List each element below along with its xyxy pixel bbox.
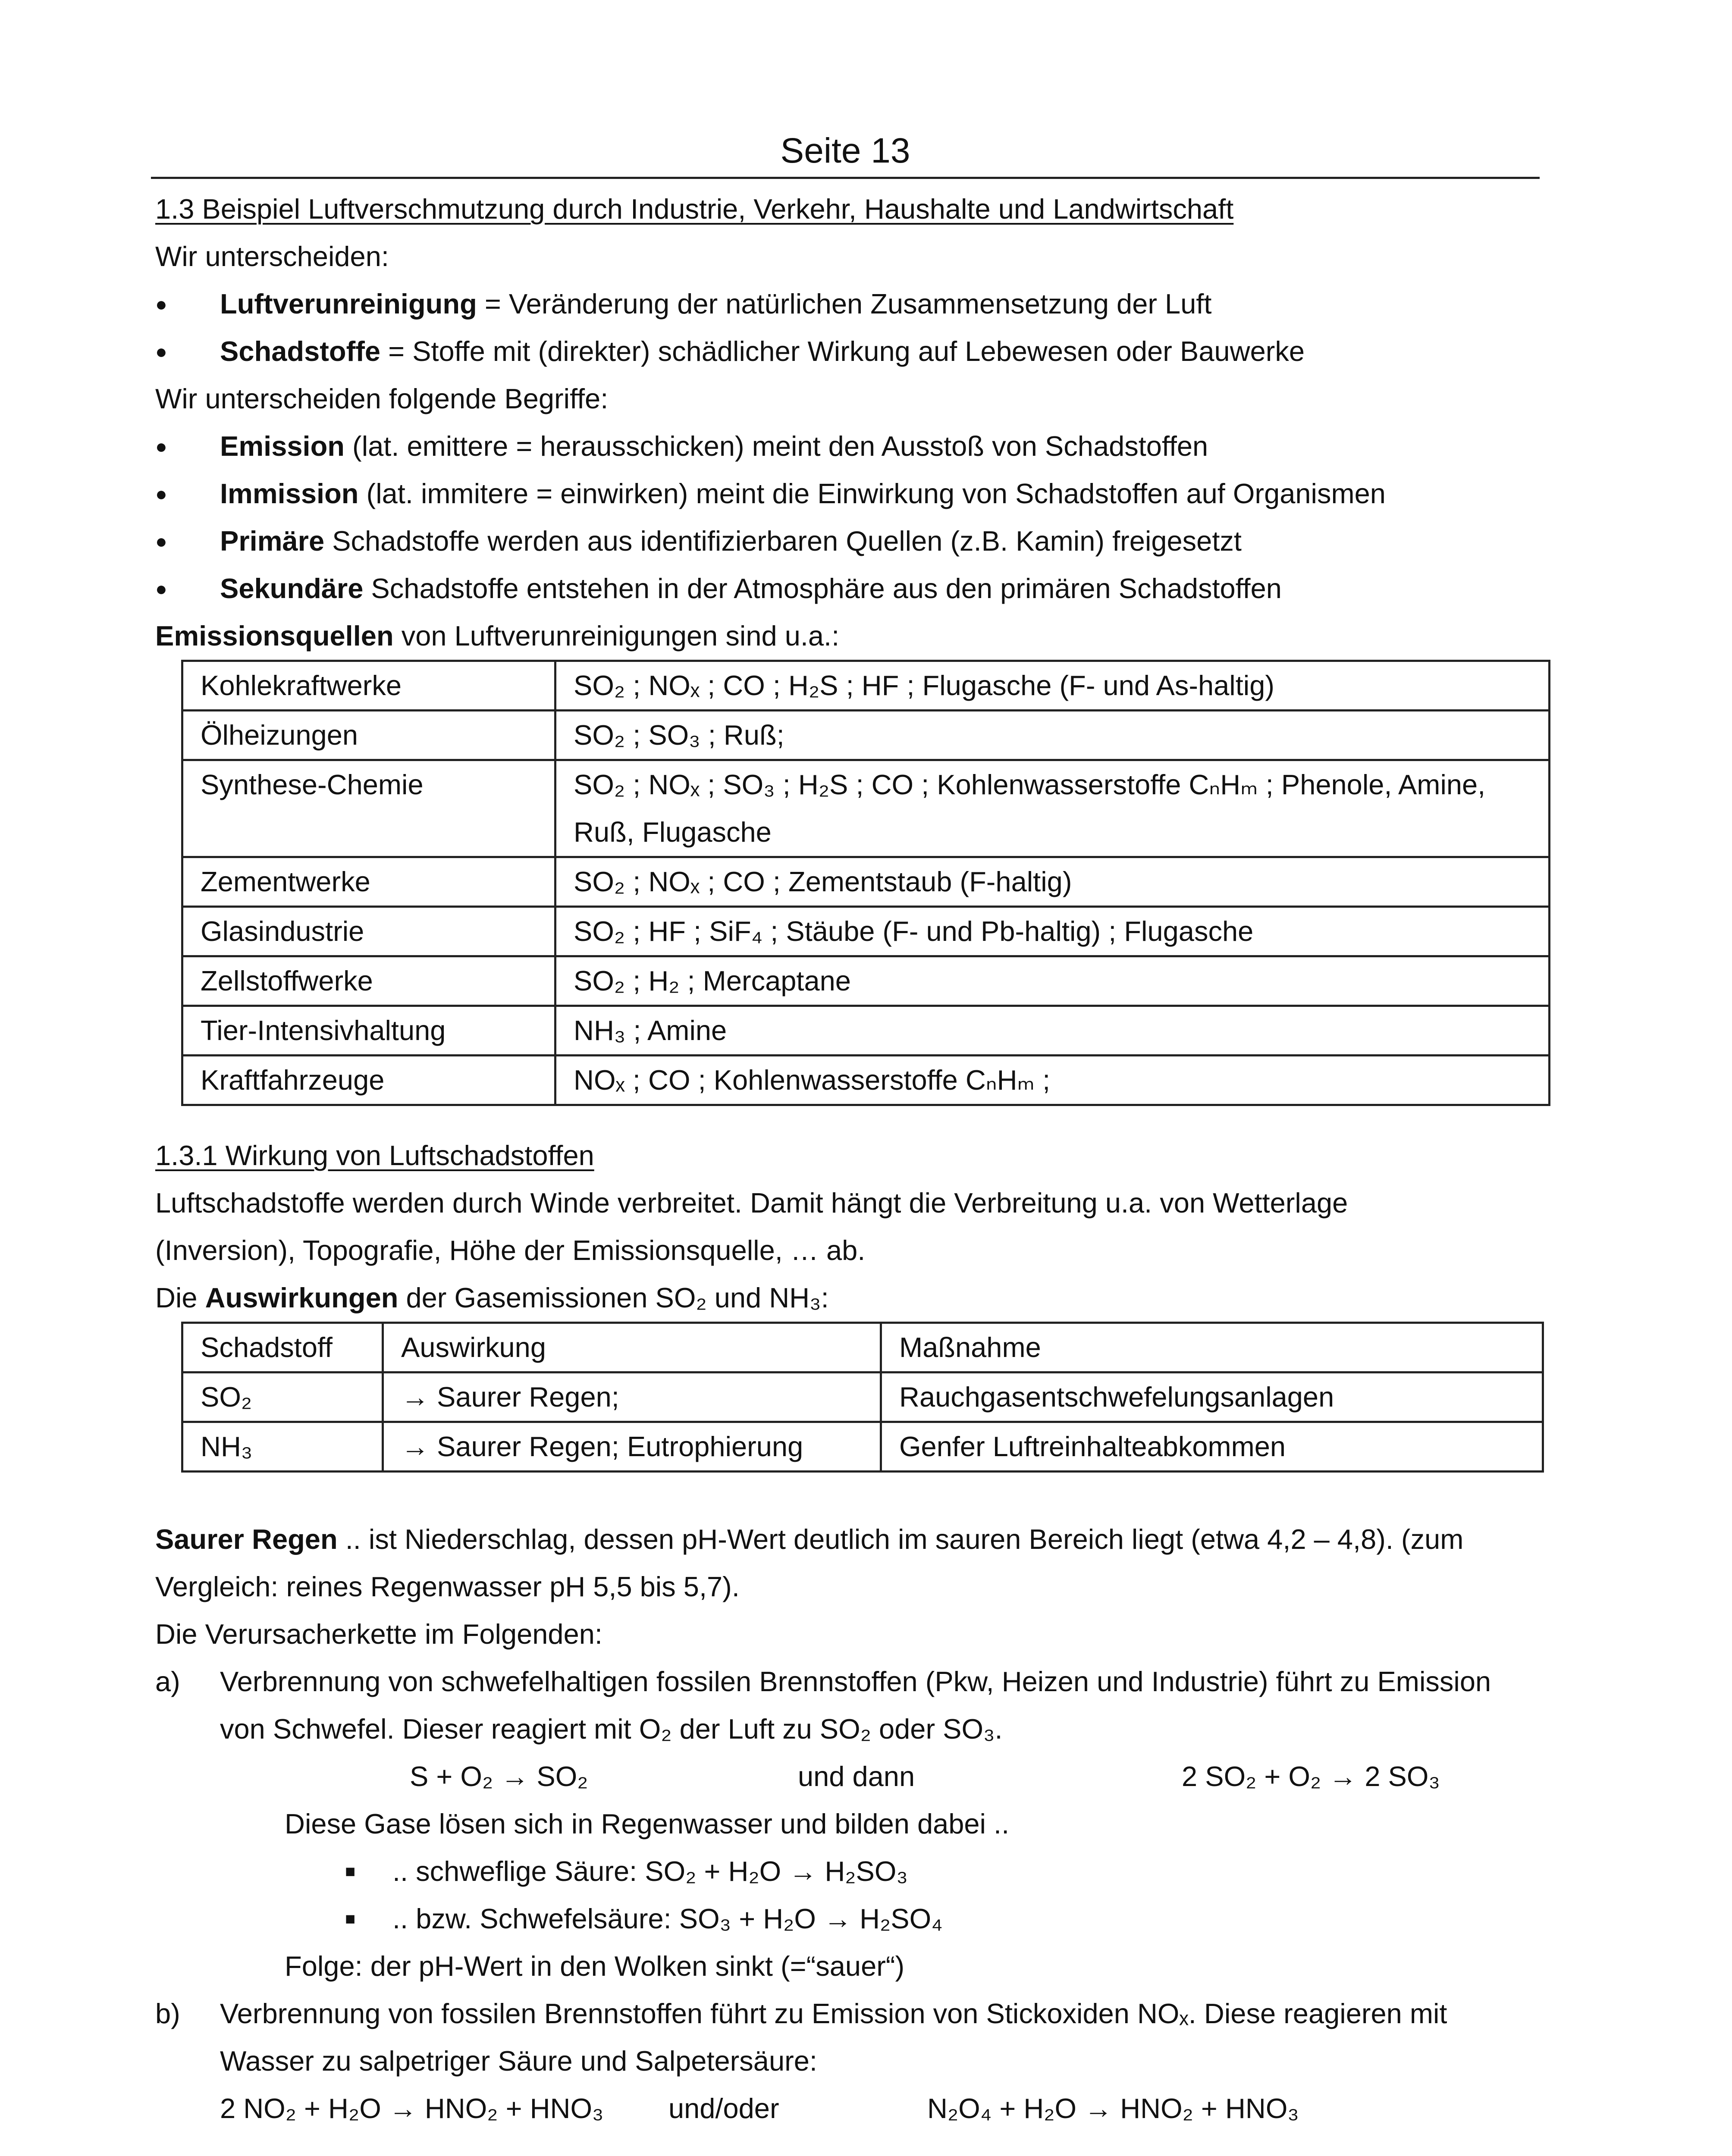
source-cell: Glasindustrie <box>182 907 555 956</box>
column-header: Maßnahme <box>881 1323 1543 1373</box>
emission-sources-table <box>181 660 1550 1106</box>
definition-term: Schadstoffe <box>220 335 381 367</box>
subsection-title: 1.3.1 Wirkung von Luftschadstoffen <box>155 1140 594 1171</box>
paragraph-line: von Schwefel. Dieser reagiert mit O₂ der Luft zu SO₂ oder SO₃. <box>220 1713 1003 1745</box>
definition-text: Schadstoffe entstehen in der Atmosphäre aus den primären Schadstoffen <box>363 573 1282 604</box>
table-row <box>182 956 1550 1006</box>
definition-item <box>155 470 1587 517</box>
paragraph-line: Verbrennung von schwefelhaltigen fossilen Brennstoffen (Pkw, Heizen und Industrie) führt zu Emission <box>220 1666 1491 1697</box>
paragraph-line: Verbrennung von fossilen Brennstoffen führt zu Emission von Stickoxiden NOₓ. Diese reagieren mit <box>220 1998 1447 2029</box>
source-cell: Kraftfahrzeuge <box>182 1056 555 1105</box>
acid-list-item <box>155 1895 1587 1943</box>
document-body <box>155 185 1587 2132</box>
pollutant-cell: NH₃ <box>182 1422 383 1472</box>
paragraph-line: (Inversion), Topografie, Höhe der Emissionsquelle, … ab. <box>155 1235 866 1266</box>
table-row <box>182 907 1550 956</box>
definition-item <box>155 517 1587 565</box>
paragraph-line: Wasser zu salpetriger Säure und Salpetersäure: <box>220 2045 817 2077</box>
table-header-row <box>182 1323 1543 1373</box>
item-marker: b) <box>155 1998 180 2029</box>
definition-text: (lat. emittere = herausschicken) meint den Ausstoß von Schadstoffen <box>344 430 1208 462</box>
spacer <box>155 1106 1587 1132</box>
intro-text: Wir unterscheiden: <box>155 241 389 272</box>
equation-connector: und dann <box>798 1761 915 1792</box>
source-cell: Zellstoffwerke <box>182 956 555 1006</box>
pollutants-cell: SO₂ ; NOₓ ; SO₃ ; H₂S ; CO ; Kohlenwasserstoffe CₙHₘ ; Phenole, Amine, Ruß, Flugasche <box>555 760 1550 857</box>
definition-item <box>155 328 1587 375</box>
emission-term: Emissionsquellen <box>155 620 394 652</box>
section-title: 1.3 Beispiel Luftverschmutzung durch Industrie, Verkehr, Haushalte und Landwirtschaft <box>155 193 1234 225</box>
effects-term: Auswirkungen <box>205 1282 398 1313</box>
effect-cell: → Saurer Regen; <box>383 1373 881 1422</box>
pollutants-cell: NH₃ ; Amine <box>555 1006 1550 1056</box>
acid-rain-text: .. ist Niederschlag, dessen pH-Wert deutlich im sauren Bereich liegt (etwa 4,2 – 4,8). (zum <box>337 1523 1464 1555</box>
acid-list-item <box>155 1848 1587 1895</box>
definition-text: = Veränderung der natürlichen Zusammensetzung der Luft <box>477 288 1212 320</box>
pollutant-cell: SO₂ <box>182 1373 383 1422</box>
source-cell: Zementwerke <box>182 857 555 907</box>
page-number: Seite 13 <box>780 131 910 170</box>
chain-intro: Die Verursacherkette im Folgenden: <box>155 1618 602 1650</box>
equation: S + O₂ → SO₂ <box>410 1761 588 1792</box>
emission-intro-text: von Luftverunreinigungen sind u.a.: <box>393 620 840 652</box>
acid-rain-definition <box>155 1516 1587 1563</box>
source-cell: Synthese-Chemie <box>182 760 555 857</box>
definition-term: Immission <box>220 478 359 509</box>
equation: 2 SO₂ + O₂ → 2 SO₃ <box>1182 1761 1440 1792</box>
acid-rain-term: Saurer Regen <box>155 1523 338 1555</box>
table-row <box>182 1056 1550 1105</box>
effects-intro-pre: Die <box>155 1282 205 1313</box>
emission-intro <box>155 612 1587 660</box>
pollutants-cell: SO₂ ; HF ; SiF₄ ; Stäube (F- und Pb-haltig) ; Flugasche <box>555 907 1550 956</box>
consequence-text: Folge: der pH-Wert in den Wolken sinkt (=“sauer“) <box>285 1950 905 1982</box>
dissolve-text: Diese Gase lösen sich in Regenwasser und bilden dabei .. <box>285 1808 1010 1839</box>
table-row <box>182 760 1550 857</box>
acid-equation: .. schweflige Säure: SO₂ + H₂O → H₂SO₃ <box>392 1855 908 1887</box>
source-cell: Tier-Intensivhaltung <box>182 1006 555 1056</box>
pollutants-cell: SO₂ ; NOₓ ; CO ; H₂S ; HF ; Flugasche (F- und As-haltig) <box>555 661 1550 711</box>
definition-item <box>155 423 1587 470</box>
effects-intro <box>155 1274 1587 1322</box>
source-cell: Kohlekraftwerke <box>182 661 555 711</box>
chain-item-a <box>155 1658 1587 1753</box>
effect-cell: → Saurer Regen; Eutrophierung <box>383 1422 881 1472</box>
equation-row <box>155 2085 1587 2132</box>
pollutants-cell: SO₂ ; H₂ ; Mercaptane <box>555 956 1550 1006</box>
pollutants-cell: SO₂ ; SO₃ ; Ruß; <box>555 711 1550 760</box>
definition-item <box>155 280 1587 328</box>
paragraph-line: Vergleich: reines Regenwasser pH 5,5 bis 5,7). <box>155 1571 740 1602</box>
definition-term: Emission <box>220 430 345 462</box>
chain-item-b <box>155 1990 1587 2085</box>
definition-term: Luftverunreinigung <box>220 288 477 320</box>
column-header: Auswirkung <box>383 1323 881 1373</box>
effects-table <box>181 1322 1544 1473</box>
table-row <box>182 1006 1550 1056</box>
definition-item <box>155 565 1587 612</box>
definition-text: = Stoffe mit (direkter) schädlicher Wirkung auf Lebewesen oder Bauwerke <box>380 335 1305 367</box>
equation-row <box>155 1753 1587 1800</box>
effects-intro-post: der Gasemissionen SO₂ und NH₃: <box>398 1282 829 1313</box>
table-row <box>182 661 1550 711</box>
equation: 2 NO₂ + H₂O → HNO₂ + HNO₃ <box>220 2093 604 2124</box>
item-marker: a) <box>155 1666 180 1697</box>
paragraph-line: Luftschadstoffe werden durch Winde verbreitet. Damit hängt die Verbreitung u.a. von Wetterlage <box>155 1187 1348 1219</box>
definition-term: Primäre <box>220 525 325 557</box>
column-header: Schadstoff <box>182 1323 383 1373</box>
pollutants-cell: SO₂ ; NOₓ ; CO ; Zementstaub (F-haltig) <box>555 857 1550 907</box>
definition-text: Schadstoffe werden aus identifizierbaren Quellen (z.B. Kamin) freigesetzt <box>324 525 1242 557</box>
spacer <box>155 1473 1587 1516</box>
square-bullet-icon: ■ <box>345 1909 356 1928</box>
pollutants-cell: NOₓ ; CO ; Kohlenwasserstoffe CₙHₘ ; <box>555 1056 1550 1105</box>
page-header <box>151 125 1540 179</box>
definition-text: (lat. immitere = einwirken) meint die Einwirkung von Schadstoffen auf Organismen <box>358 478 1386 509</box>
table-row <box>182 1422 1543 1472</box>
square-bullet-icon: ■ <box>345 1862 356 1881</box>
source-cell: Ölheizungen <box>182 711 555 760</box>
definition-term: Sekundäre <box>220 573 364 604</box>
table-row <box>182 711 1550 760</box>
measure-cell: Genfer Luftreinhalteabkommen <box>881 1422 1543 1472</box>
table-row <box>182 857 1550 907</box>
table-row <box>182 1373 1543 1422</box>
equation: N₂O₄ + H₂O → HNO₂ + HNO₃ <box>927 2093 1299 2124</box>
acid-equation: .. bzw. Schwefelsäure: SO₃ + H₂O → H₂SO₄ <box>392 1903 943 1934</box>
equation-connector: und/oder <box>668 2093 779 2124</box>
intro-text: Wir unterscheiden folgende Begriffe: <box>155 383 609 414</box>
measure-cell: Rauchgasentschwefelungsanlagen <box>881 1373 1543 1422</box>
